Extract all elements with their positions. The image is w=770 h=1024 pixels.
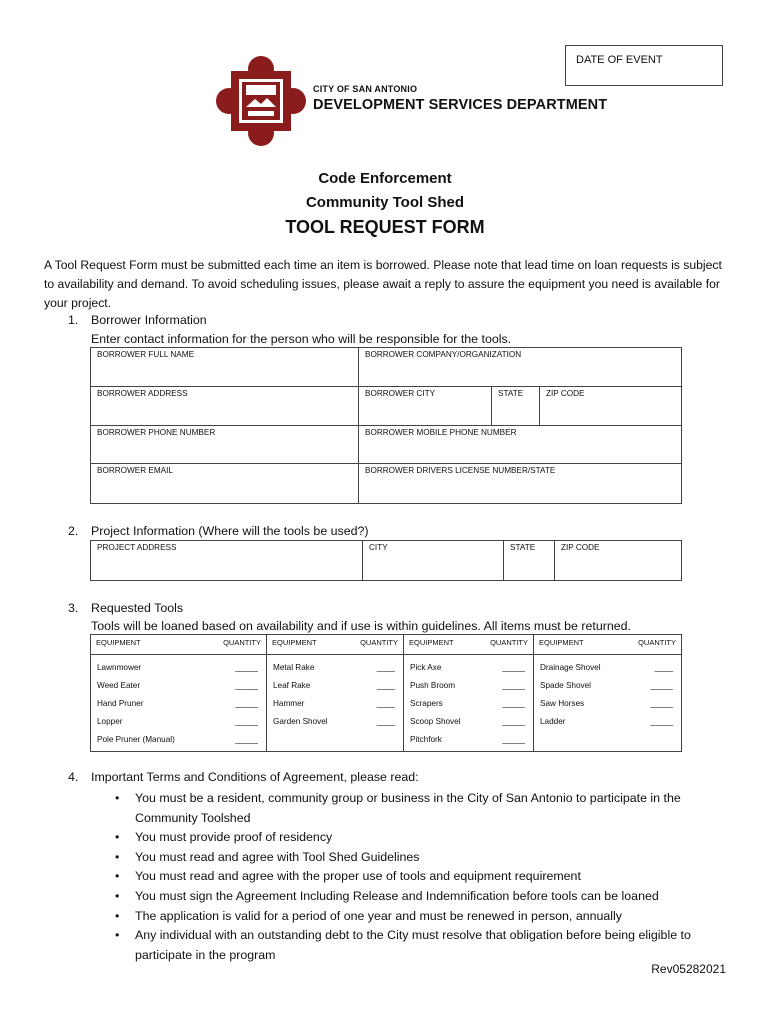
tool-quantity-blank[interactable]: _____ [502,717,525,726]
tool-item [410,677,527,695]
tools-column-1 [91,655,267,752]
tool-item [540,713,675,731]
tools-column-3 [404,655,534,752]
project-zip-label: ZIP CODE [561,543,600,552]
terms-item: • The application is valid for a period of one year and must be renewed in person, annually [115,907,730,927]
tool-name: Scoop Shovel [410,717,461,726]
borrower-full-name-label: BORROWER FULL NAME [97,350,195,359]
tool-name: Push Broom [410,681,456,690]
tool-item [97,695,260,713]
tool-name: Leaf Rake [273,681,311,690]
borrower-email-label: BORROWER EMAIL [97,466,173,475]
tool-quantity-blank[interactable]: _____ [650,699,673,708]
borrower-address-label: BORROWER ADDRESS [97,389,188,398]
tool-item [273,713,397,731]
tool-quantity-blank[interactable]: ____ [376,681,395,690]
borrower-company-field[interactable] [359,348,682,387]
borrower-zip-label: ZIP CODE [546,389,585,398]
section1-number: 1. [68,313,79,327]
tool-item [410,659,527,677]
borrower-zip-field[interactable] [540,387,682,426]
intro-paragraph: A Tool Request Form must be submitted each time an item is borrowed. Please note that lead time on loan requests is subject to availability and demand. To avoid scheduling issues, please await a reply to assure the equipment you need is available for your project. [44,258,722,310]
tool-item [540,659,675,677]
section4-title: Important Terms and Conditions of Agreement, please read: [91,770,419,784]
tools-col4-header [534,635,682,655]
tool-quantity-blank[interactable]: _____ [235,681,258,690]
tool-name: Hammer [273,699,305,708]
borrower-mobile-label: BORROWER MOBILE PHONE NUMBER [365,428,517,437]
tool-item [410,695,527,713]
project-address-label: PROJECT ADDRESS [97,543,177,552]
tool-name: Pick Axe [410,663,442,672]
tool-item [540,677,675,695]
tools-column-2 [267,655,404,752]
terms-item: • Any individual with an outstanding debt to the City must resolve that obligation before being eligible to participate in the program [115,926,730,965]
tool-name: Ladder [540,717,566,726]
title-line-2: Community Tool Shed [305,194,465,211]
tool-item [97,677,260,695]
terms-item: • You must provide proof of residency [115,828,730,848]
tool-name: Garden Shovel [273,717,328,726]
org-department-name: DEVELOPMENT SERVICES DEPARTMENT [313,97,608,113]
project-address-field[interactable] [91,541,363,581]
section3-number: 3. [68,601,79,615]
equipment-header: EQUIPMENT [539,638,584,647]
borrower-state-field[interactable] [492,387,540,426]
project-city-label: CITY [369,543,388,552]
tool-name: Pitchfork [410,735,442,744]
tools-col3-header [404,635,534,655]
section1-title: Borrower Information [91,313,207,327]
requested-tools-table [90,634,682,752]
project-state-label: STATE [510,543,536,552]
tool-name: Metal Rake [273,663,315,672]
section2-number: 2. [68,524,79,538]
equipment-header: EQUIPMENT [96,638,141,647]
section1-subtitle: Enter contact information for the person who will be responsible for the tools. [91,332,512,346]
borrower-mobile-field[interactable] [359,426,682,464]
terms-item: • You must sign the Agreement Including Release and Indemnification before tools can be loaned [115,887,730,907]
tools-col1-header [91,635,267,655]
tool-quantity-blank[interactable]: _____ [235,735,258,744]
tool-name: Saw Horses [540,699,585,708]
borrower-email-field[interactable] [91,464,359,504]
borrower-city-field[interactable] [359,387,492,426]
tool-name: Drainage Shovel [540,663,601,672]
borrower-state-label: STATE [498,389,524,398]
terms-item: • You must be a resident, community group or business in the City of San Antonio to participate in the Community Toolshed [115,789,730,828]
terms-item: • You must read and agree with the proper use of tools and equipment requirement [115,867,730,887]
tool-quantity-blank[interactable]: _____ [235,717,258,726]
tools-col2-header [267,635,404,655]
revision-code: Rev05282021 [651,962,726,976]
tool-quantity-blank[interactable]: _____ [502,699,525,708]
section4-number: 4. [68,770,79,784]
title-line-1: Code Enforcement [318,170,452,187]
tool-name: Lawnmower [97,663,142,672]
tool-quantity-blank[interactable]: ____ [654,663,673,672]
tool-item [540,695,675,713]
tool-item [273,677,397,695]
city-seal-logo [215,55,307,147]
borrower-phone-field[interactable] [91,426,359,464]
project-info-table [90,540,682,581]
borrower-company-label: BORROWER COMPANY/ORGANIZATION [365,350,522,359]
terms-list [115,789,730,965]
tool-name: Weed Eater [97,681,141,690]
tool-item [97,731,260,749]
tool-item [273,695,397,713]
equipment-header: EQUIPMENT [409,638,454,647]
tool-quantity-blank[interactable]: _____ [650,681,673,690]
project-city-field[interactable] [363,541,504,581]
project-zip-field[interactable] [555,541,682,581]
date-of-event-box[interactable] [565,45,723,86]
tool-quantity-blank[interactable]: _____ [650,717,673,726]
org-city-name: CITY OF SAN ANTONIO [313,84,418,94]
tool-quantity-blank[interactable]: _____ [235,663,258,672]
borrower-phone-label: BORROWER PHONE NUMBER [97,428,216,437]
tool-name: Pole Pruner (Manual) [97,735,175,744]
tool-name: Lopper [97,717,123,726]
tool-item [410,731,527,749]
terms-item: • You must read and agree with Tool Shed Guidelines [115,848,730,868]
borrower-city-label: BORROWER CITY [365,389,436,398]
tool-quantity-blank[interactable]: _____ [502,735,525,744]
tool-name: Spade Shovel [540,681,591,690]
equipment-header: EQUIPMENT [272,638,317,647]
tool-item [97,713,260,731]
quantity-header: QUANTITY [638,638,676,647]
quantity-header: QUANTITY [223,638,261,647]
quantity-header: QUANTITY [490,638,528,647]
tools-column-4 [534,655,682,752]
tool-item [97,659,260,677]
borrower-info-table [90,347,682,504]
project-state-field[interactable] [504,541,555,581]
tool-quantity-blank[interactable]: _____ [502,681,525,690]
section2-title: Project Information (Where will the tools be used?) [91,524,369,538]
tool-quantity-blank[interactable]: ____ [376,663,395,672]
tool-quantity-blank[interactable]: ____ [376,699,395,708]
section3-subtitle: Tools will be loaned based on availability and if use is within guidelines. All items must be returned. [91,619,631,633]
tool-item [410,713,527,731]
borrower-license-label: BORROWER DRIVERS LICENSE NUMBER/STATE [365,466,556,475]
tool-name: Scrapers [410,699,443,708]
quantity-header: QUANTITY [360,638,398,647]
borrower-full-name-field[interactable] [91,348,359,387]
borrower-license-field[interactable] [359,464,682,504]
tool-name: Hand Pruner [97,699,144,708]
date-of-event-label: DATE OF EVENT [576,54,663,66]
tool-item [273,659,397,677]
section3-title: Requested Tools [91,601,184,615]
borrower-address-field[interactable] [91,387,359,426]
tool-quantity-blank[interactable]: _____ [235,699,258,708]
tool-quantity-blank[interactable]: _____ [502,663,525,672]
form-title: TOOL REQUEST FORM [285,217,485,237]
tool-quantity-blank[interactable]: ____ [376,717,395,726]
